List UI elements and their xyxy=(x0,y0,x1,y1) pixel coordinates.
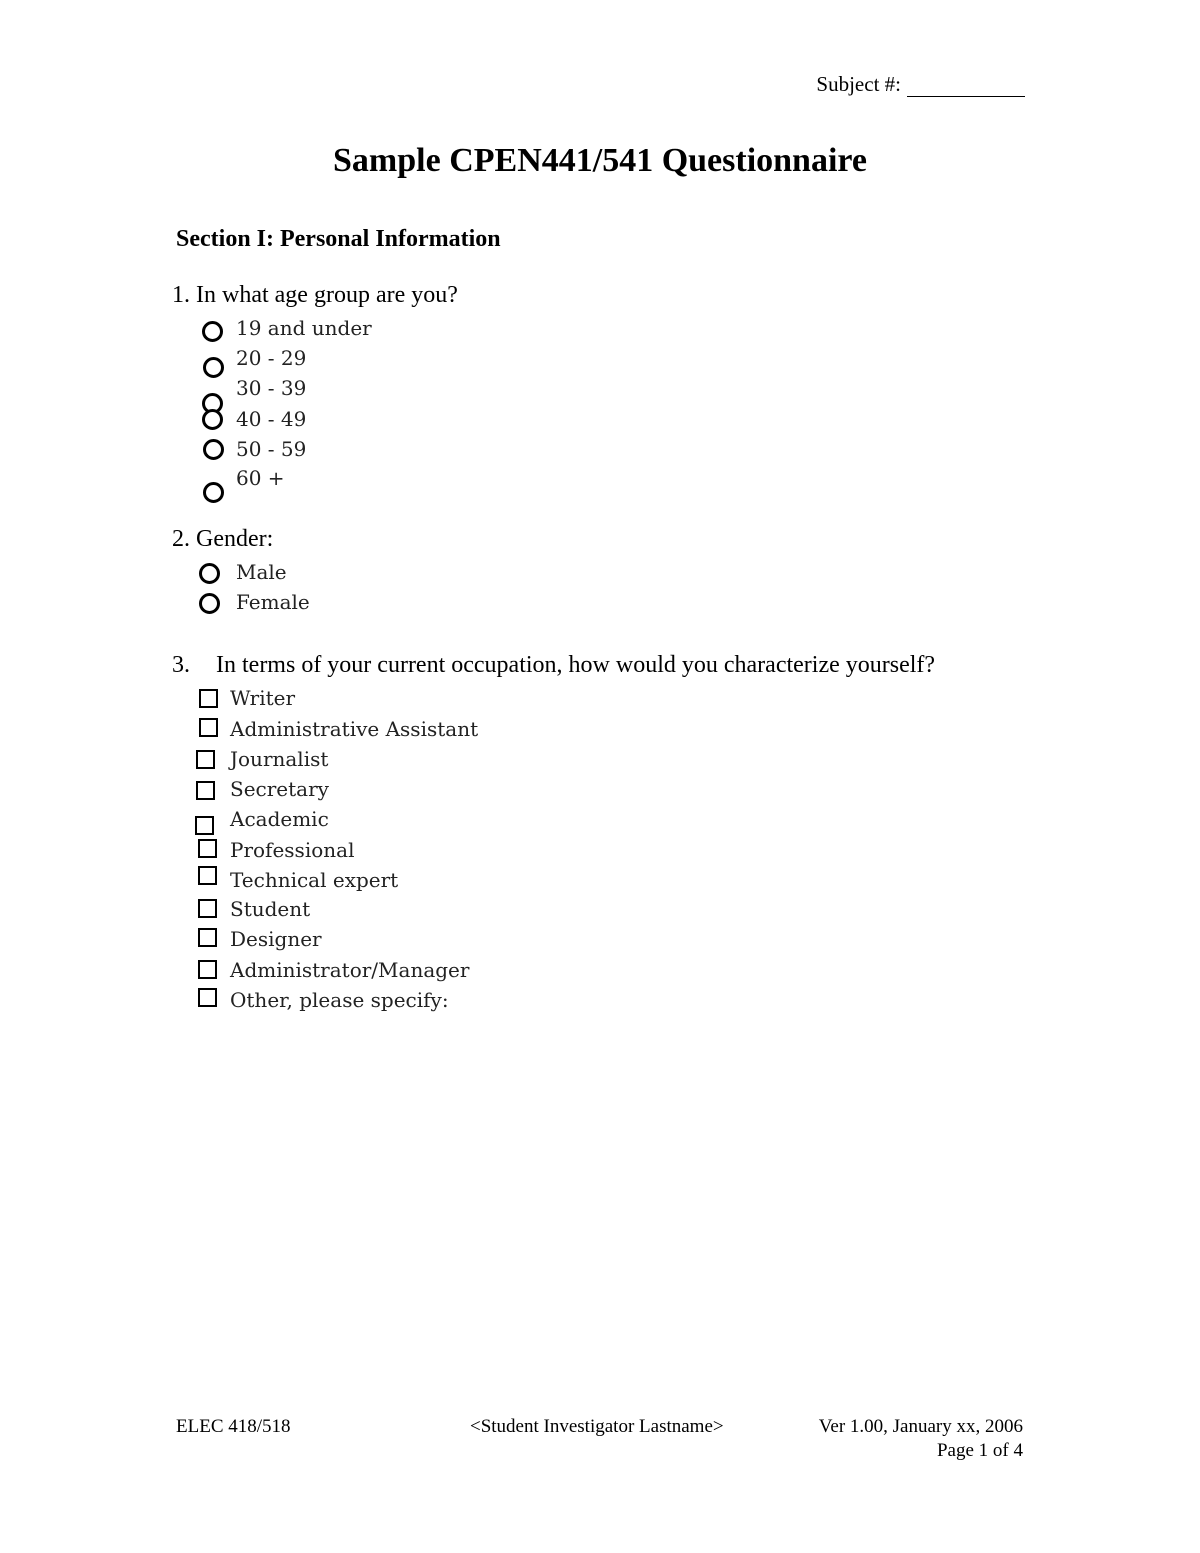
option-label: Professional xyxy=(230,838,355,862)
checkbox-administrative-assistant[interactable] xyxy=(199,718,218,737)
option-label: Male xyxy=(236,560,287,584)
checkbox-academic[interactable] xyxy=(195,816,214,835)
subject-number-field xyxy=(816,72,1025,97)
option-label: 40 - 49 xyxy=(236,407,307,431)
option-label: Journalist xyxy=(230,747,329,771)
option-label: Writer xyxy=(230,686,296,710)
question-number: 3. xyxy=(172,652,190,678)
footer-version: Ver 1.00, January xx, 2006 xyxy=(818,1416,1023,1437)
radio-age-19-under[interactable] xyxy=(202,321,223,342)
option-label: Student xyxy=(230,897,311,921)
footer-course: ELEC 418/518 xyxy=(176,1416,291,1437)
option-label: Secretary xyxy=(230,777,329,801)
radio-gender-male[interactable] xyxy=(199,563,220,584)
question-gender: 2. Gender: xyxy=(172,526,274,552)
checkbox-administrator-manager[interactable] xyxy=(198,960,217,979)
footer-investigator: <Student Investigator Lastname> xyxy=(470,1416,724,1437)
checkbox-writer[interactable] xyxy=(199,689,218,708)
subject-number-blank[interactable] xyxy=(907,75,1025,97)
question-text: In terms of your current occupation, how would you characterize yourself? xyxy=(216,652,936,678)
radio-age-60-plus[interactable] xyxy=(203,482,224,503)
option-label: Other, please specify: xyxy=(230,988,449,1012)
option-label: Administrative Assistant xyxy=(230,717,479,741)
option-label: 60 + xyxy=(236,466,285,490)
option-label: Technical expert xyxy=(230,868,399,892)
option-label: Designer xyxy=(230,927,322,951)
option-label: 20 - 29 xyxy=(236,346,307,370)
option-label: 19 and under xyxy=(236,316,372,340)
checkbox-technical-expert[interactable] xyxy=(198,866,217,885)
option-label: Female xyxy=(236,590,310,614)
checkbox-student[interactable] xyxy=(198,899,217,918)
question-age: 1. In what age group are you? xyxy=(172,282,458,308)
option-label: 30 - 39 xyxy=(236,376,307,400)
radio-age-20-29[interactable] xyxy=(203,357,224,378)
page-title: Sample CPEN441/541 Questionnaire xyxy=(333,142,867,179)
checkbox-other[interactable] xyxy=(198,988,217,1007)
question-occupation xyxy=(172,652,935,679)
checkbox-secretary[interactable] xyxy=(196,781,215,800)
radio-age-50-59[interactable] xyxy=(203,439,224,460)
checkbox-professional[interactable] xyxy=(198,839,217,858)
radio-gender-female[interactable] xyxy=(199,593,220,614)
section-heading: Section I: Personal Information xyxy=(176,226,501,252)
option-label: 50 - 59 xyxy=(236,437,307,461)
footer-page-number: Page 1 of 4 xyxy=(936,1440,1023,1461)
checkbox-journalist[interactable] xyxy=(196,750,215,769)
checkbox-designer[interactable] xyxy=(198,928,217,947)
subject-number-label: Subject #: xyxy=(816,72,901,96)
radio-age-40-49[interactable] xyxy=(202,409,223,430)
option-label: Academic xyxy=(230,807,329,831)
option-label: Administrator/Manager xyxy=(230,958,470,982)
